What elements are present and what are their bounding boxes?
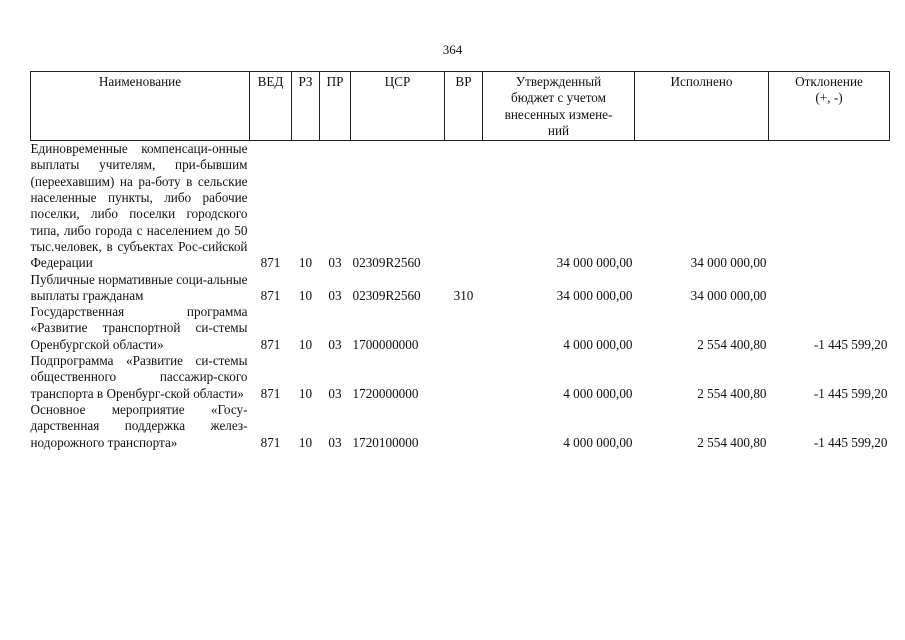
- row-pr: 03: [328, 287, 342, 303]
- header-budget: Утвержденный бюджет с учетом внесенных измене-ний: [483, 72, 635, 141]
- page-number: 364: [442, 42, 463, 57]
- row-rz: 10: [298, 336, 313, 352]
- row-pr: 03: [328, 255, 342, 271]
- row-csr: 02309R2560: [352, 255, 421, 271]
- row-budget: 34 000 000,00: [556, 255, 633, 271]
- row-csr: 1720000000: [352, 385, 419, 401]
- row-csr: 1700000000: [352, 336, 419, 352]
- row-vr: [445, 353, 483, 402]
- row-rz: 10: [298, 287, 313, 303]
- row-deviation: [769, 141, 890, 272]
- row-deviation: -1 445 599,20: [813, 434, 888, 450]
- row-executed: 2 554 400,80: [697, 336, 767, 352]
- row-vr: [445, 304, 483, 353]
- table-row: [31, 353, 890, 402]
- row-budget: 4 000 000,00: [563, 434, 633, 450]
- table-row: [31, 402, 890, 451]
- header-pr: ПР: [320, 72, 351, 141]
- row-name: Подпрограмма «Развитие си-стемы общественного пассажир-ского транспорта в Оренбург-ской области»: [30, 353, 248, 401]
- header-ved: ВЕД: [250, 72, 292, 141]
- row-csr: 02309R2560: [352, 287, 421, 303]
- row-rz: 10: [298, 255, 313, 271]
- row-name: Публичные нормативные соци-альные выплаты гражданам: [30, 271, 248, 303]
- table-body: [31, 141, 890, 451]
- row-deviation: -1 445 599,20: [813, 385, 888, 401]
- table-header: [31, 72, 890, 141]
- row-csr: 1720100000: [352, 434, 419, 450]
- header-rz: РЗ: [292, 72, 320, 141]
- row-executed: 2 554 400,80: [697, 385, 767, 401]
- header-deviation: Отклонение (+, -): [769, 72, 890, 141]
- row-budget: 34 000 000,00: [556, 287, 633, 303]
- row-ved: 871: [260, 385, 281, 401]
- table-row: [31, 272, 890, 305]
- row-ved: 871: [260, 434, 281, 450]
- row-pr: 03: [328, 434, 342, 450]
- row-deviation: -1 445 599,20: [813, 336, 888, 352]
- header-vr: ВР: [445, 72, 483, 141]
- budget-table: [30, 71, 890, 451]
- row-executed: 34 000 000,00: [690, 255, 767, 271]
- table-row: [31, 141, 890, 272]
- header-name: Наименование: [31, 72, 250, 141]
- row-ved: 871: [260, 255, 281, 271]
- row-name: Государственная программа «Развитие транспортной си-стемы Оренбургской области»: [30, 304, 248, 352]
- row-vr: [445, 402, 483, 451]
- row-executed: 34 000 000,00: [690, 287, 767, 303]
- table-row: [31, 304, 890, 353]
- header-csr: ЦСР: [351, 72, 445, 141]
- row-ved: 871: [260, 336, 281, 352]
- row-deviation: [769, 272, 890, 305]
- row-name: Основное мероприятие «Госу-дарственная поддержка желез-нодорожного транспорта»: [30, 401, 248, 450]
- row-budget: 4 000 000,00: [563, 336, 633, 352]
- row-pr: 03: [328, 336, 342, 352]
- row-executed: 2 554 400,80: [697, 434, 767, 450]
- header-executed: Исполнено: [635, 72, 769, 141]
- row-pr: 03: [328, 385, 342, 401]
- row-rz: 10: [298, 385, 313, 401]
- row-name: Единовременные компенсаци-онные выплаты учителям, при-бывшим (переехавшим) на ра-боту в сельские населенные пункты, либо рабочие поселки, либо поселки городского типа, либо города с населением до 50 тыс.человек, в субъектах Рос-сийской Федерации: [30, 141, 248, 271]
- row-ved: 871: [260, 287, 281, 303]
- row-vr: [445, 141, 483, 272]
- row-budget: 4 000 000,00: [563, 385, 633, 401]
- row-vr: 310: [453, 287, 474, 303]
- row-rz: 10: [298, 434, 313, 450]
